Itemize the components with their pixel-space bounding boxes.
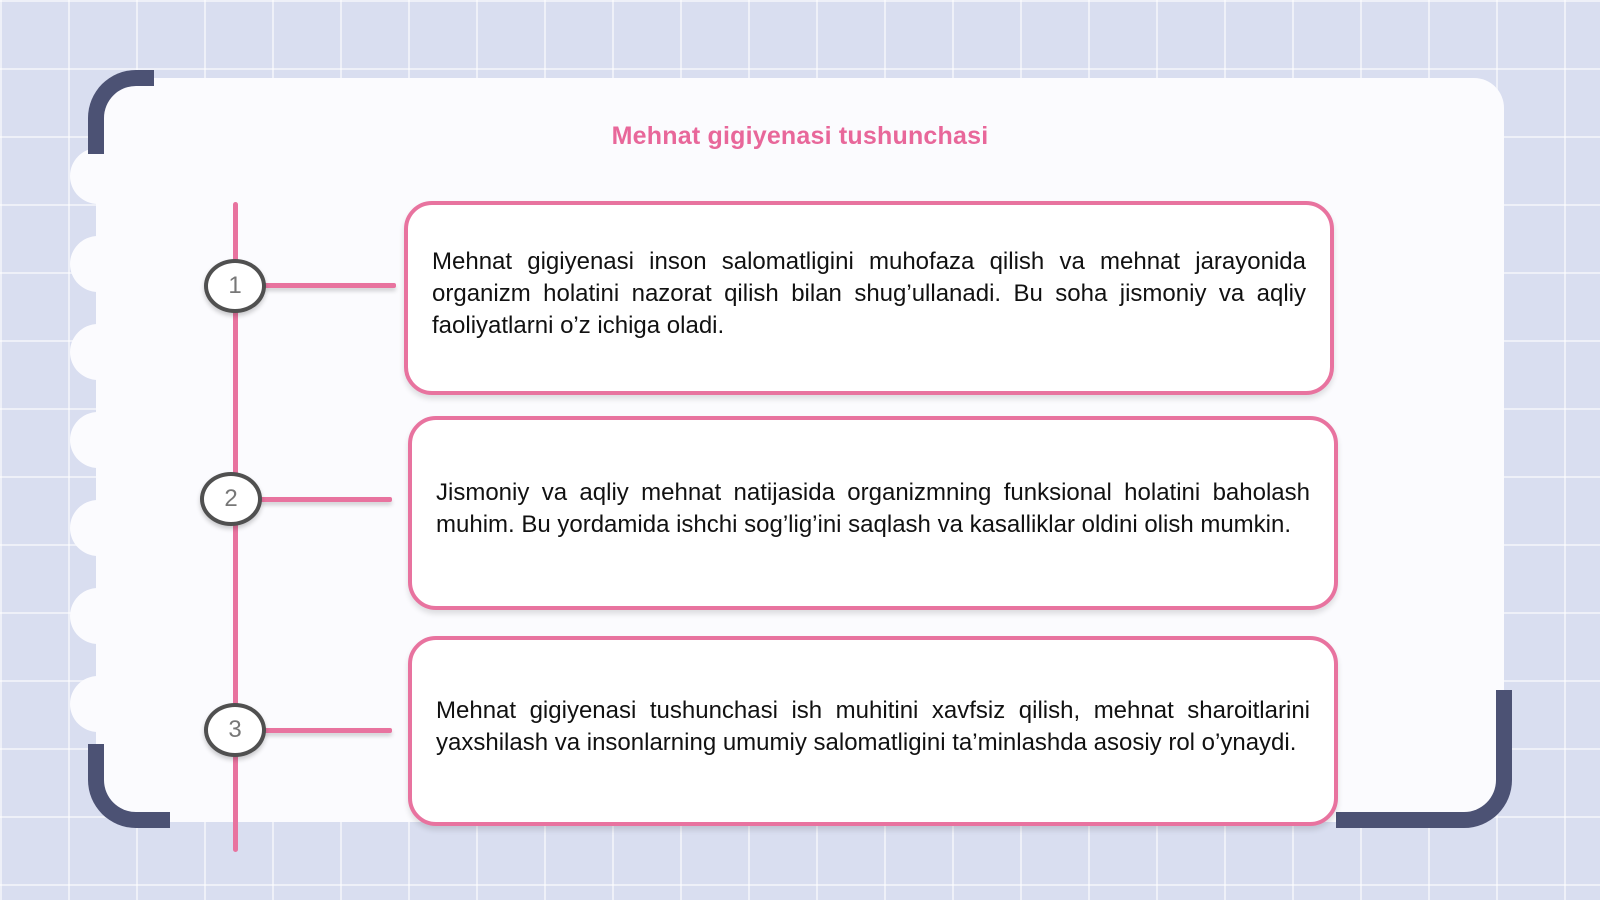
notebook-scallop	[70, 148, 126, 204]
content-box-1	[404, 201, 1334, 395]
frame-corner-bottom-left	[88, 744, 170, 828]
timeline-connector-3	[264, 728, 392, 733]
notebook-scallop	[70, 324, 126, 380]
step-number-2: 2	[200, 472, 262, 526]
content-box-3	[408, 636, 1338, 826]
timeline-connector-2	[260, 497, 392, 502]
content-text-2: Jismoniy va aqliy mehnat natijasida organizmning funksional holatini baholash muhim. Bu yordamida ishchi sog’lig’ini saqlash va kasalliklar oldini olish mumkin.	[436, 479, 1310, 538]
timeline-connector-1	[264, 283, 396, 288]
content-box-2	[408, 416, 1338, 610]
content-text-1: Mehnat gigiyenasi inson salomatligini muhofaza qilish va mehnat jarayonida organizm holatini nazorat qilish bilan shug’ullanadi. Bu soha jismoniy va aqliy faoliyatlarni o’z ichiga oladi.	[432, 248, 1306, 339]
notebook-scallop	[70, 500, 126, 556]
notebook-scallop	[70, 412, 126, 468]
notebook-scallop	[70, 676, 126, 732]
step-number-3: 3	[204, 703, 266, 757]
notebook-scallop	[70, 588, 126, 644]
content-text-3: Mehnat gigiyenasi tushunchasi ish muhitini xavfsiz qilish, mehnat sharoitlarini yaxshilash va insonlarning umumiy salomatligini ta’minlashda asosiy rol o’ynaydi.	[436, 697, 1310, 756]
notebook-scallop	[70, 236, 126, 292]
slide-title: Mehnat gigiyenasi tushunchasi	[611, 122, 989, 150]
step-number-1: 1	[204, 259, 266, 313]
frame-corner-bottom-right	[1336, 690, 1512, 828]
